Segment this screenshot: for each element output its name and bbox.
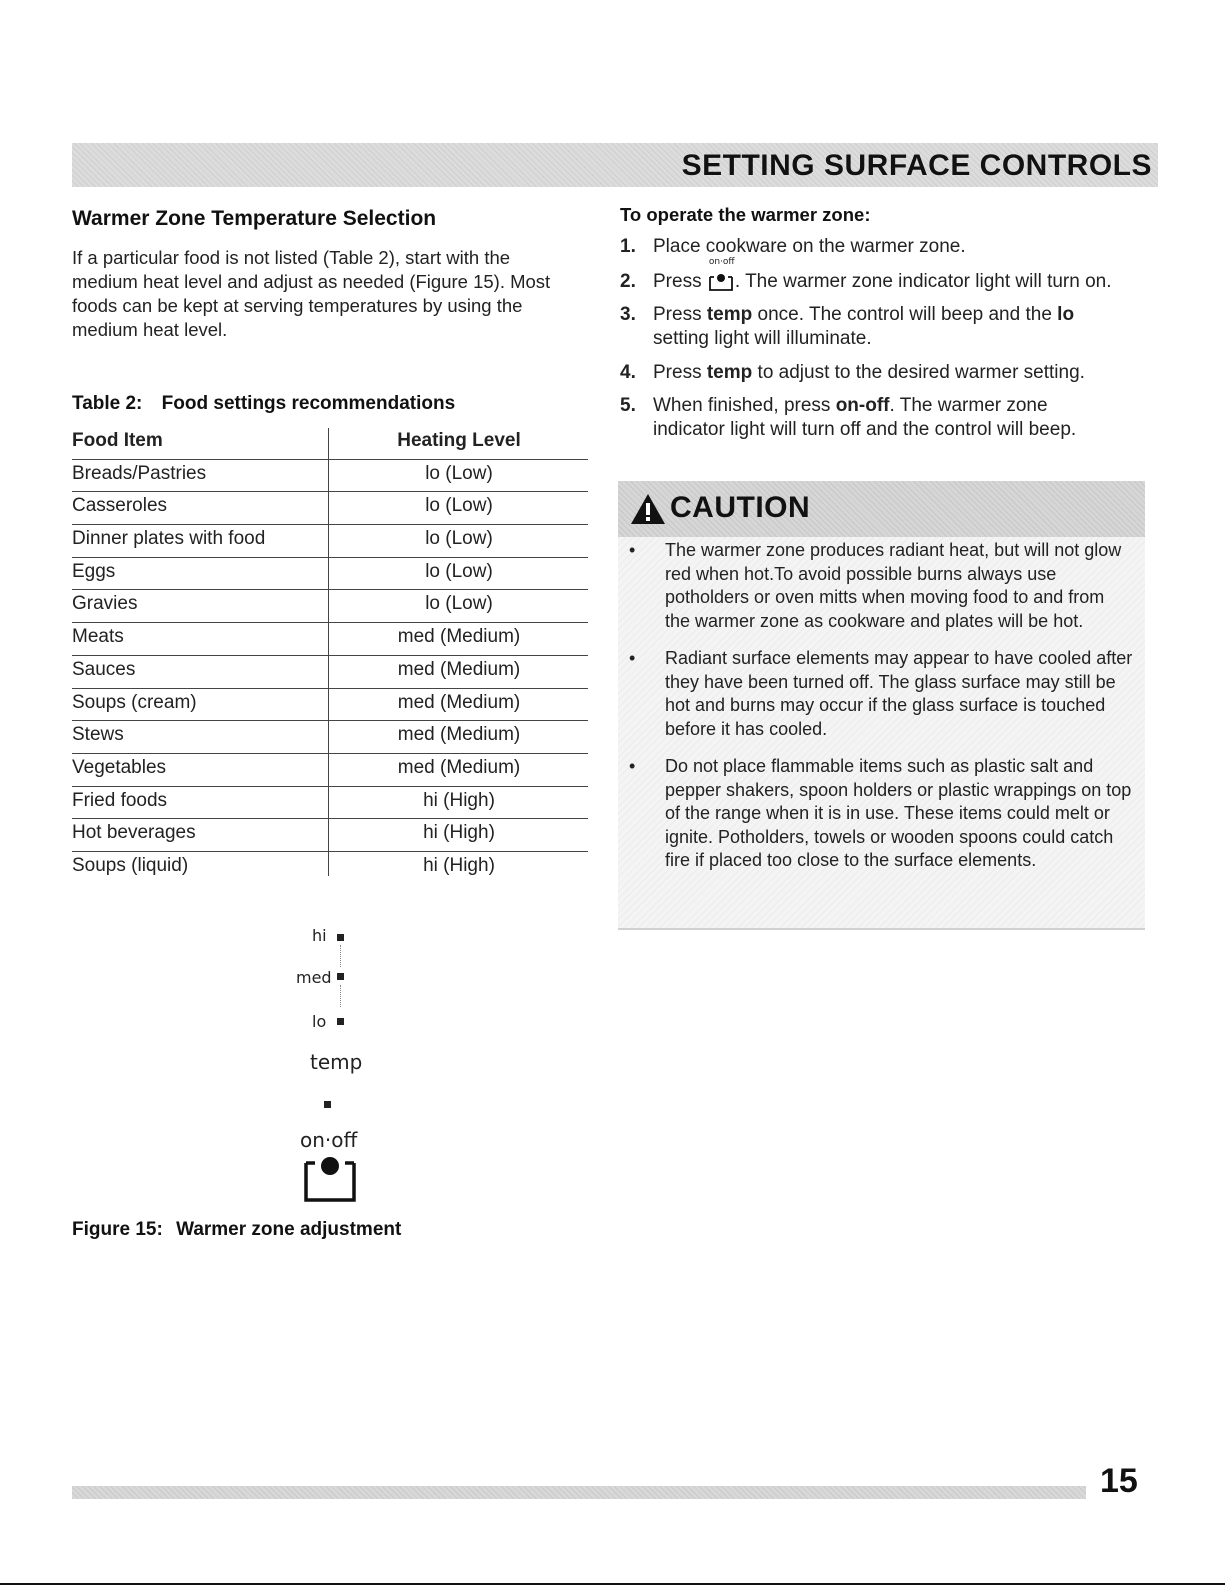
food-item: Casseroles <box>72 495 168 517</box>
intro-paragraph <box>72 246 550 342</box>
page-number: 15 <box>1100 1462 1138 1500</box>
figure-caption <box>72 1219 401 1241</box>
inline-onoff-icon <box>707 257 735 290</box>
table-row <box>72 818 588 851</box>
intro-line-1: If a particular food is not listed (Table 2), start with the <box>72 247 511 268</box>
section-title: SETTING SURFACE CONTROLS <box>681 149 1152 182</box>
step-text: Press on·off . The warmer zone indicator light will turn on. <box>653 257 1112 292</box>
caution-text: The warmer zone produces radiant heat, but will not glow red when hot.To avoid possible burns always use potholders or oven mitts when moving food to and from the warmer zone as cookware and plates will be hot. <box>665 540 1122 631</box>
food-item: Eggs <box>72 560 116 582</box>
bullet-mark: • <box>629 756 636 776</box>
heating-level: hi (High) <box>423 854 495 876</box>
heating-level: lo (Low) <box>425 593 493 615</box>
onoff-power-icon <box>303 1155 357 1203</box>
step-text: Place cookware on the warmer zone. <box>653 236 966 257</box>
heating-level: med (Medium) <box>397 691 521 713</box>
step-text: When finished, press on-off. The warmer zone indicator light will turn off and the control will beep. <box>653 395 1077 440</box>
heating-level: hi (High) <box>423 822 495 844</box>
food-item: Gravies <box>72 593 138 615</box>
dotted-connector <box>340 945 341 967</box>
caution-box <box>618 481 1145 930</box>
table-row <box>72 720 588 753</box>
table-row <box>72 753 588 786</box>
caution-list <box>618 539 1145 887</box>
warning-triangle-icon <box>630 493 666 525</box>
food-item: Fried foods <box>72 789 168 811</box>
step-number: 4. <box>620 362 636 383</box>
intro-line-4: medium heat level. <box>72 319 228 340</box>
temp-label: temp <box>310 1050 363 1074</box>
table-row <box>72 786 588 819</box>
intro-line-2: medium heat level and adjust as needed (Figure 15). Most <box>72 271 551 292</box>
heating-level: hi (High) <box>423 789 495 811</box>
caution-title: CAUTION <box>670 491 811 524</box>
table-row <box>72 851 588 884</box>
power-icon <box>709 273 733 291</box>
heating-level: lo (Low) <box>425 528 493 550</box>
step-text: Press temp once. The control will beep and the lo setting light will illuminate. <box>653 304 1075 349</box>
food-item: Stews <box>72 724 124 746</box>
table-column-divider <box>328 428 329 876</box>
heating-level: med (Medium) <box>397 626 521 648</box>
table-caption <box>72 393 455 415</box>
table-row <box>72 557 588 590</box>
table-row <box>72 524 588 557</box>
step-number: 5. <box>620 395 636 416</box>
caution-header <box>618 481 1145 537</box>
food-item: Hot beverages <box>72 822 196 844</box>
table-row <box>72 459 588 492</box>
header-heating-level: Heating Level <box>397 430 521 451</box>
header-food-item: Food Item <box>72 430 163 451</box>
heating-level: lo (Low) <box>425 560 493 582</box>
bullet-mark: • <box>629 648 636 668</box>
figure-caption-text: Warmer zone adjustment <box>176 1219 402 1240</box>
heating-level: lo (Low) <box>425 495 493 517</box>
caution-item <box>618 647 1145 741</box>
caution-item <box>618 539 1145 633</box>
heating-level: med (Medium) <box>397 724 521 746</box>
header-banner <box>72 143 1158 187</box>
food-settings-table <box>72 427 588 884</box>
section-heading: Warmer Zone Temperature Selection <box>72 207 437 230</box>
table-row <box>72 622 588 655</box>
hi-label: hi <box>312 926 327 945</box>
table-row <box>72 688 588 721</box>
instructions-heading: To operate the warmer zone: <box>620 204 871 225</box>
med-indicator-light <box>337 973 344 980</box>
hi-indicator-light <box>337 934 344 941</box>
lo-indicator-light <box>337 1018 344 1025</box>
intro-line-3: foods can be kept at serving temperatures by using the <box>72 295 523 316</box>
heating-level: lo (Low) <box>425 462 493 484</box>
step-number: 3. <box>620 304 636 325</box>
inline-onoff-label: on·off <box>708 257 735 267</box>
heating-level: med (Medium) <box>397 756 521 778</box>
dotted-connector <box>340 985 341 1007</box>
figure-caption-number: Figure 15: <box>72 1219 163 1240</box>
table-header-row <box>72 427 588 459</box>
food-item: Meats <box>72 626 124 648</box>
food-item: Breads/Pastries <box>72 462 207 484</box>
table-caption-number: Table 2: <box>72 393 143 414</box>
step-number: 2. <box>620 271 636 292</box>
caution-item <box>618 755 1145 873</box>
bullet-mark: • <box>629 540 636 560</box>
table-row <box>72 655 588 688</box>
food-item: Vegetables <box>72 756 167 778</box>
heating-level: med (Medium) <box>397 658 521 680</box>
caution-text: Radiant surface elements may appear to have cooled after they have been turned off. The glass surface may still be hot and burns may occur if the glass surface is touched before it has cooled. <box>665 648 1133 739</box>
table-row <box>72 589 588 622</box>
step-text: Press temp to adjust to the desired warmer setting. <box>653 362 1085 383</box>
table-row <box>72 491 588 524</box>
med-label: med <box>296 968 332 987</box>
food-item: Soups (liquid) <box>72 854 189 876</box>
food-item: Dinner plates with food <box>72 528 266 550</box>
food-item: Sauces <box>72 658 136 680</box>
step-number: 1. <box>620 236 636 257</box>
footer-bar <box>72 1486 1086 1499</box>
food-item: Soups (cream) <box>72 691 197 713</box>
lo-label: lo <box>312 1012 327 1031</box>
caution-text: Do not place flammable items such as plastic salt and pepper shakers, spoon holders or plastic wrappings on top of the range when it is in use. These items could melt or ignite. Potholders, towels or wooden spoons could catch fire if placed too close to the surface elements. <box>665 756 1132 870</box>
warmer-indicator-light <box>324 1101 331 1108</box>
onoff-label: on·off <box>300 1128 358 1152</box>
table-caption-text: Food settings recommendations <box>161 393 456 414</box>
